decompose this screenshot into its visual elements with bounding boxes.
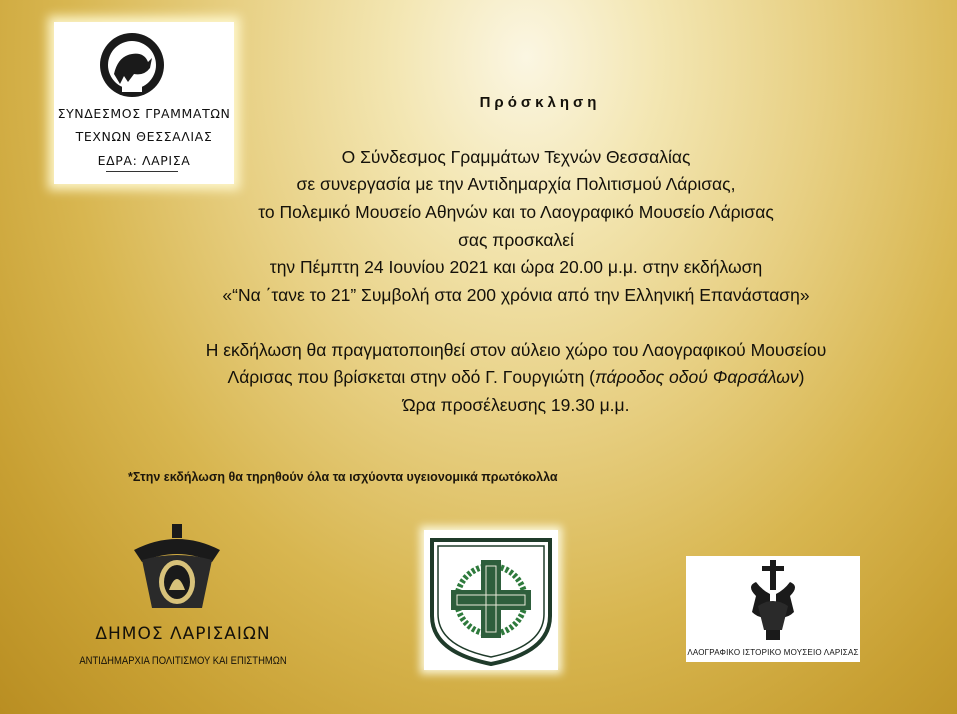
venue-address-line [96,366,936,388]
invitation-line: το Πολεμικό Μουσείο Αθηνών και το Λαογραφικό Μουσείο Λάρισας [258,202,774,222]
war-museum-logo [424,530,558,670]
health-protocol-note: *Στην εκδήλωση θα τηρηθούν όλα τα ισχύοντα υγειονομικά πρωτόκολλα [128,470,558,484]
invitation-line: Ο Σύνδεσμος Γραμμάτων Τεχνών Θεσσαλίας [341,147,691,167]
venue-address-detail: πάροδος οδού Φαρσάλων [595,367,799,387]
venue-address-prefix: Λάρισας που βρίσκεται στην οδό Γ. Γουργιώτη ( [227,367,595,387]
venue-line: Η εκδήλωση θα πραγματοποιηθεί στον αύλειο χώρο του Λαογραφικού Μουσείου [205,340,827,360]
invitation-line: σας προσκαλεί [458,230,574,250]
municipality-logo [58,520,308,680]
arrival-time-line: Ώρα προσέλευσης 19.30 μ.μ. [402,395,630,415]
event-date-line: την Πέμπτη 24 Ιουνίου 2021 και ώρα 20.00 μ.μ. στην εκδήλωση [269,257,763,277]
folklore-museum-logo [686,556,860,662]
municipality-emblem-icon [122,520,232,620]
municipality-name: ΔΗΜΟΣ ΛΑΡΙΣΑΙΩΝ [95,624,271,644]
association-name-line1: ΣΥΝΔΕΣΜΟΣ ΓΡΑΜΜΑΤΩΝ [57,106,231,121]
association-name-line2: ΤΕΧΝΩΝ ΘΕΣΣΑΛΙΑΣ [75,129,213,144]
folklore-museum-caption: ΛΑΟΓΡΑΦΙΚΟ ΙΣΤΟΡΙΚΟ ΜΟΥΣΕΙΟ ΛΑΡΙΣΑΣ [687,648,859,657]
war-museum-shield-icon [424,530,558,670]
invitation-title: Πρόσκληση [479,94,601,111]
municipality-department: ΑΝΤΙΔΗΜΑΡΧΙΑ ΠΟΛΙΤΙΣΜΟΥ ΚΑΙ ΕΠΙΣΤΗΜΩΝ [79,655,287,667]
association-seat: ΕΔΡΑ: ΛΑΡΙΣΑ [97,153,191,168]
venue-address-suffix: ) [798,367,805,387]
event-title-line: «“Να ΄τανε το 21” Συμβολή στα 200 χρόνια από την Ελληνική Επανάσταση» [222,285,810,305]
cross-and-birds-icon [686,556,860,646]
divider [106,171,178,172]
invitation-line: σε συνεργασία με την Αντιδημαρχία Πολιτισμού Λάρισας, [296,174,736,194]
ancient-coin-seal-icon [98,30,166,100]
